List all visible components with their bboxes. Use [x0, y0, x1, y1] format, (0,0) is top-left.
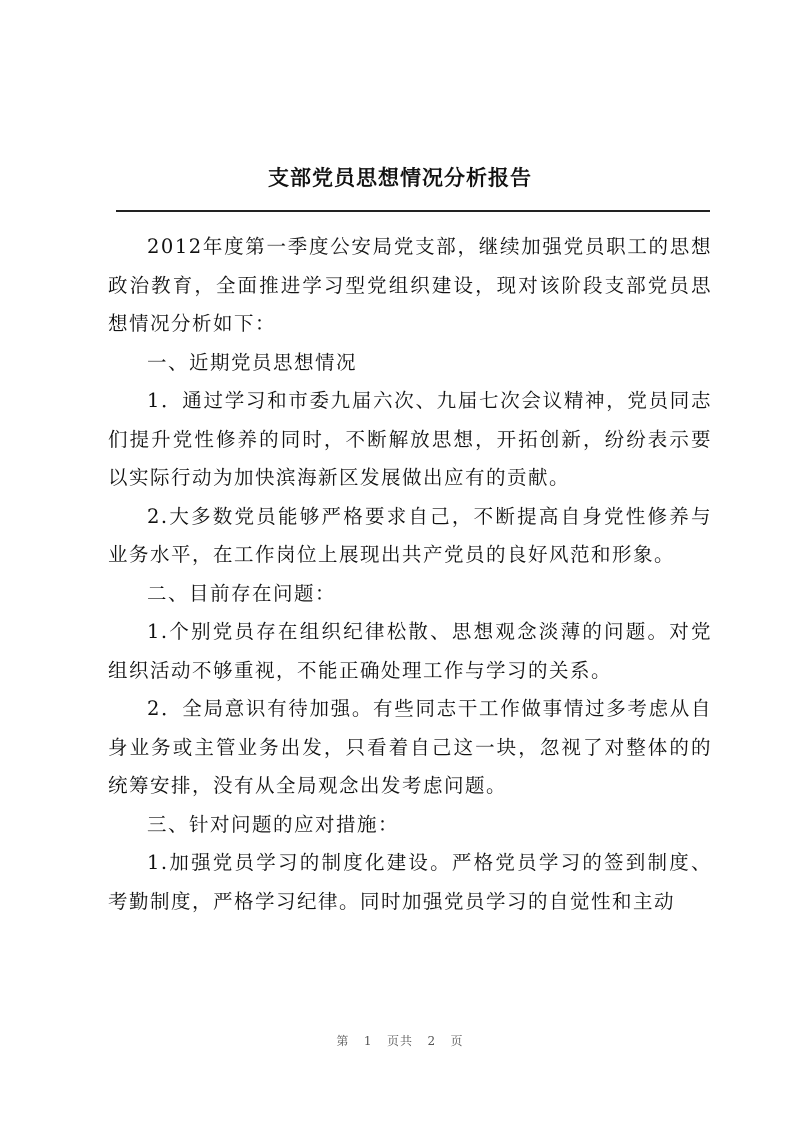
document-body — [108, 228, 712, 921]
paragraph-3-1: 1.加强党员学习的制度化建设。严格党员学习的签到制度、考勤制度，严格学习纪律。同时加强党员学习的自觉性和主动 — [108, 851, 712, 913]
intro-paragraph: 2012年度第一季度公安局党支部，继续加强党员职工的思想政治教育，全面推进学习型党组织建设，现对该阶段支部党员思想情况分析如下： — [108, 235, 712, 335]
paragraph-2-1: 1.个别党员存在组织纪律松散、思想观念淡薄的问题。对党组织活动不够重视，不能正确处理工作与学习的关系。 — [108, 620, 712, 682]
paragraph-2-2: 2．全局意识有待加强。有些同志干工作做事情过多考虑从自身业务或主管业务出发，只看着自己这一块，忽视了对整体的的统筹安排，没有从全局观念出发考虑问题。 — [108, 697, 712, 797]
paragraph-1-1: 1．通过学习和市委九届六次、九届七次会议精神，党员同志们提升党性修养的同时，不断解放思想，开拓创新，纷纷表示要以实际行动为加快滨海新区发展做出应有的贡献。 — [108, 389, 712, 489]
footer-prefix: 第 — [336, 1034, 350, 1048]
document-title: 支部党员思想情况分析报告 — [268, 165, 532, 190]
section-heading-2: 二、目前存在问题： — [147, 581, 337, 605]
title-underline — [116, 210, 710, 212]
footer-suffix: 页 — [450, 1034, 464, 1048]
paragraph-1-2: 2.大多数党员能够严格要求自己，不断提高自身党性修养与业务水平，在工作岗位上展现出共产党员的良好风范和形象。 — [108, 504, 712, 566]
page-footer — [0, 1032, 800, 1049]
section-heading-1: 一、近期党员思想情况 — [147, 350, 358, 374]
footer-current-page: 1 — [363, 1034, 373, 1048]
footer-mid: 页共 — [386, 1034, 413, 1048]
footer-total-pages: 2 — [427, 1034, 437, 1048]
section-heading-3: 三、针对问题的应对措施： — [147, 812, 400, 836]
